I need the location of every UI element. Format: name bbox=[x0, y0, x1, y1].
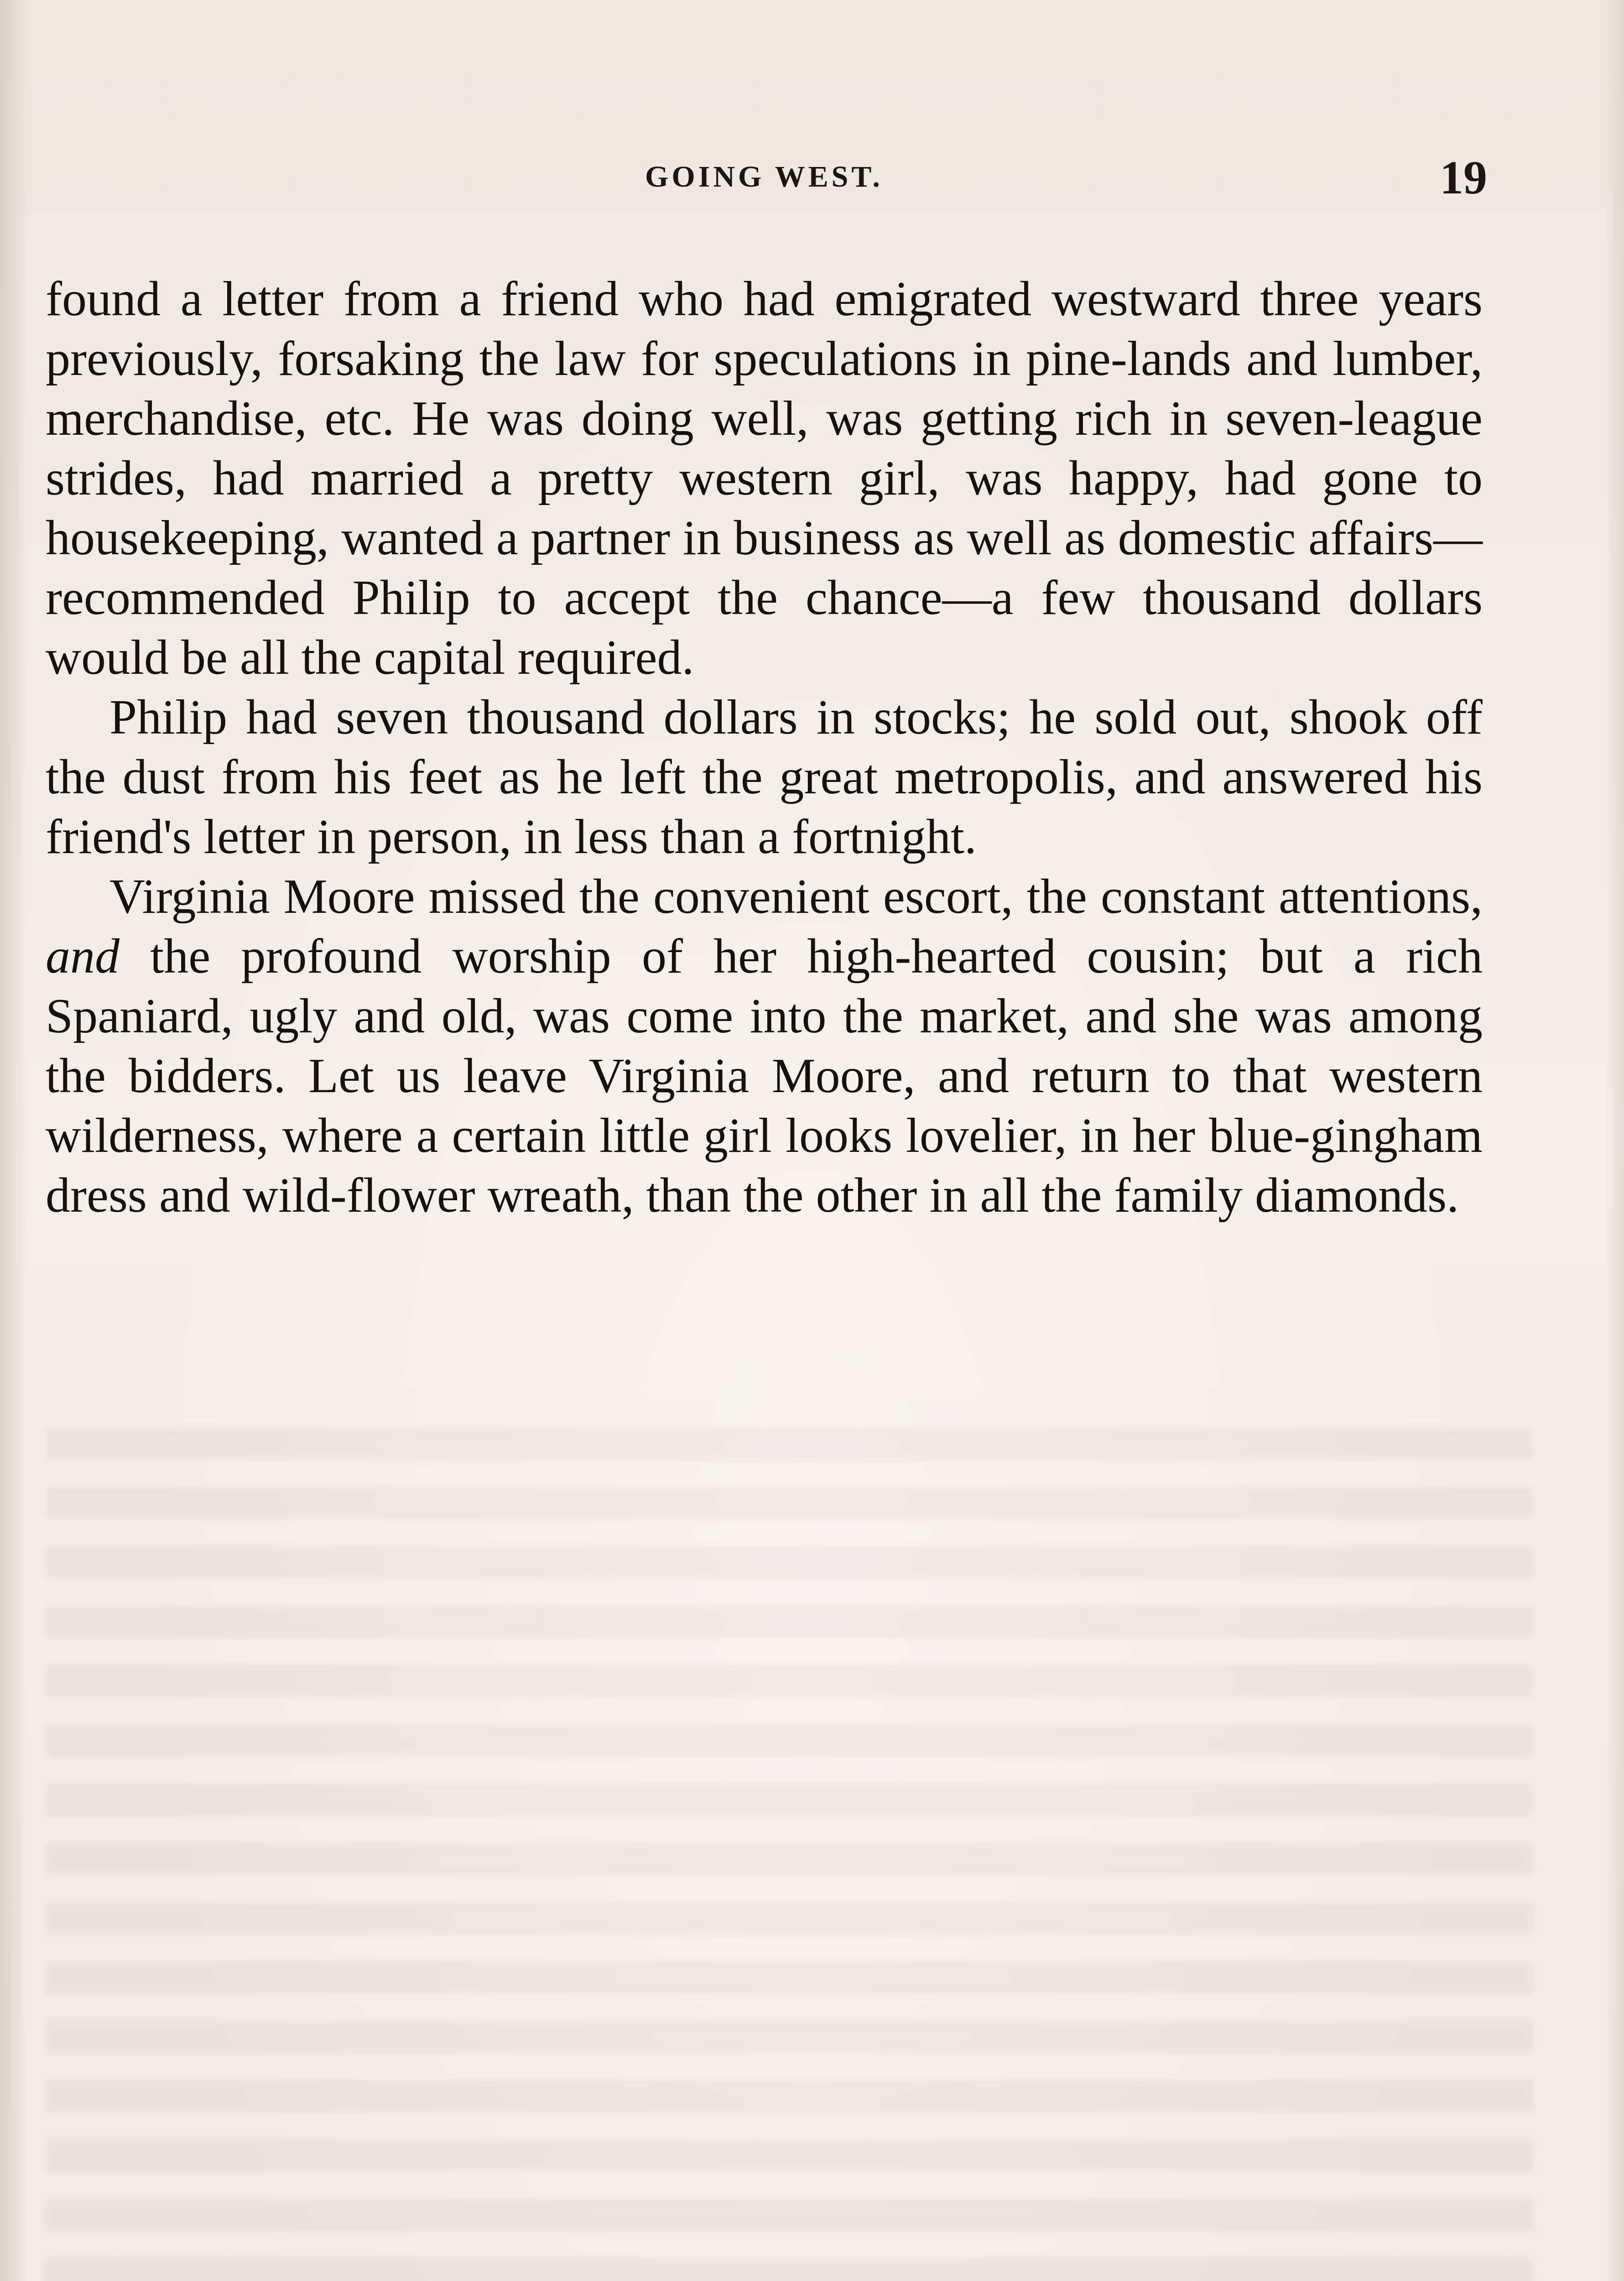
page-number: 19 bbox=[1440, 151, 1487, 204]
show-through-text bbox=[46, 1428, 1533, 2281]
page-edge-shadow-right bbox=[1606, 0, 1624, 2281]
running-head: GOING WEST. bbox=[645, 160, 884, 193]
paragraph-2: Philip had seven thousand dollars in stocks; he sold out, shook off the dust from his feet as he left the great metropolis, and answered his friend's letter in person, in less than a fortnight. bbox=[46, 690, 1483, 864]
page-edge-shadow-left bbox=[0, 0, 27, 2281]
paragraph-3-text-before: Virginia Moore missed the convenient escort, the constant attentions, bbox=[109, 870, 1483, 924]
body-text bbox=[46, 269, 1483, 1225]
paragraph-3 bbox=[46, 867, 1483, 1225]
italic-emphasis: and bbox=[46, 929, 120, 984]
paragraph-3-text-after: the profound worship of her high-hearted cousin; but a rich Spaniard, ugly and old, was come into the market, and she was among the bidders. Let us leave Virginia Moore, and return to that western wilderness, where a certain little girl looks lovelier, in her blue-gingham dress and wild-flower wreath, than the other in all the family diamonds. bbox=[46, 929, 1483, 1223]
paragraph-1: found a letter from a friend who had emigrated westward three years previously, forsaking the law for speculations in pine-lands and lumber, merchandise, etc. He was doing well, was getting rich in seven-league strides, had married a pretty western girl, was happy, had gone to housekeeping, wanted a partner in business as well as domestic affairs—recommended Philip to accept the chance—a few thousand dollars would be all the capital required. bbox=[46, 272, 1483, 685]
page-header bbox=[46, 151, 1487, 205]
